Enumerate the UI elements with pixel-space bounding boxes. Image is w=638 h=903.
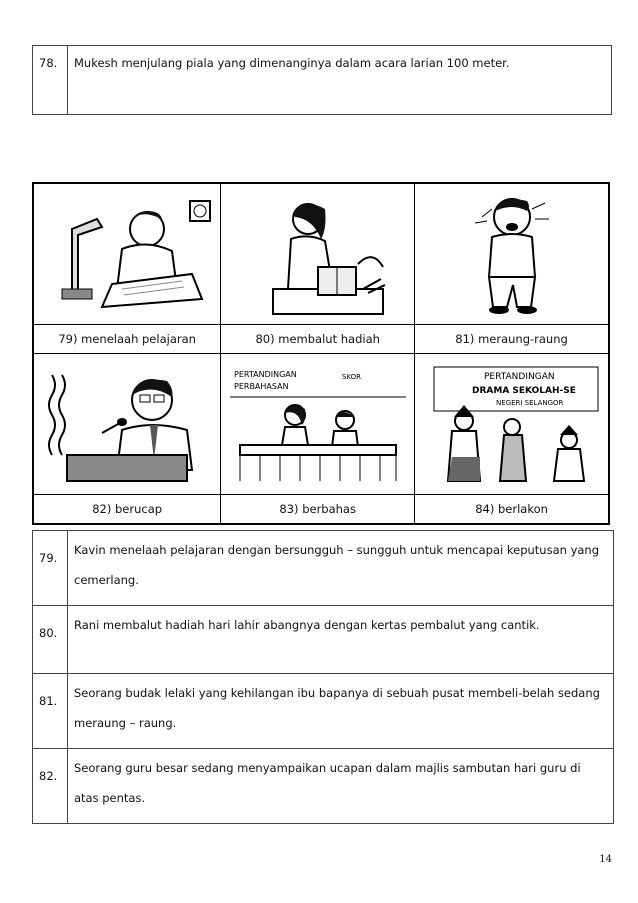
crying-boy-icon bbox=[427, 189, 597, 319]
caption-82: 82) berucap bbox=[33, 495, 221, 525]
studying-boy-icon bbox=[42, 189, 212, 319]
answer-text: Rani membalut hadiah hari lahir abangnya dengan kertas pembalut yang cantik. bbox=[68, 606, 614, 674]
picture-cell-81 bbox=[415, 183, 609, 325]
caption-80: 80) membalut hadiah bbox=[221, 325, 415, 354]
drama-icon bbox=[424, 365, 600, 483]
answer-text: Seorang guru besar sedang menyampaikan ucapan dalam majlis sambutan hari guru di atas pentas. bbox=[68, 749, 614, 824]
wrapping-gift-girl-icon bbox=[233, 189, 403, 319]
picture-cell-79 bbox=[33, 183, 221, 325]
answer-text: Kavin menelaah pelajaran dengan bersungguh – sungguh untuk mencapai keputusan yang cemerlang. bbox=[68, 531, 614, 606]
answer-row bbox=[33, 674, 614, 749]
picture-cell-80 bbox=[221, 183, 415, 325]
answers-table bbox=[32, 530, 614, 824]
caption-84: 84) berlakon bbox=[415, 495, 609, 525]
picture-cell-84 bbox=[415, 354, 609, 495]
debate-banner-line2: PERBAHASAN bbox=[233, 382, 289, 391]
caption-83: 83) berbahas bbox=[221, 495, 415, 525]
debate-banner-line1: PERTANDINGAN bbox=[233, 370, 297, 379]
page-number: 14 bbox=[599, 854, 612, 865]
picture-grid bbox=[32, 182, 610, 525]
answer-number: 81. bbox=[33, 674, 68, 749]
question-number: 78. bbox=[33, 46, 68, 115]
caption-79: 79) menelaah pelajaran bbox=[33, 325, 221, 354]
drama-banner-line2: DRAMA SEKOLAH-SE bbox=[471, 386, 576, 396]
answer-text: Seorang budak lelaki yang kehilangan ibu bapanya di sebuah pusat membeli-belah sedang meraung – raung. bbox=[68, 674, 614, 749]
picture-cell-83 bbox=[221, 354, 415, 495]
answer-number: 80. bbox=[33, 606, 68, 674]
question-78-table bbox=[32, 45, 612, 115]
man-speech-icon bbox=[42, 365, 212, 483]
question-text: Mukesh menjulang piala yang dimenanginya dalam acara larian 100 meter. bbox=[68, 46, 612, 115]
answer-number: 82. bbox=[33, 749, 68, 824]
score-board-label: SKOR bbox=[341, 373, 361, 381]
debate-icon bbox=[230, 365, 406, 483]
answer-row bbox=[33, 749, 614, 824]
answer-row bbox=[33, 531, 614, 606]
drama-banner-line3: NEGERI SELANGOR bbox=[495, 399, 563, 407]
drama-banner-line1: PERTANDINGAN bbox=[483, 372, 555, 382]
answer-number: 79. bbox=[33, 531, 68, 606]
answer-row bbox=[33, 606, 614, 674]
picture-cell-82 bbox=[33, 354, 221, 495]
caption-81: 81) meraung-raung bbox=[415, 325, 609, 354]
